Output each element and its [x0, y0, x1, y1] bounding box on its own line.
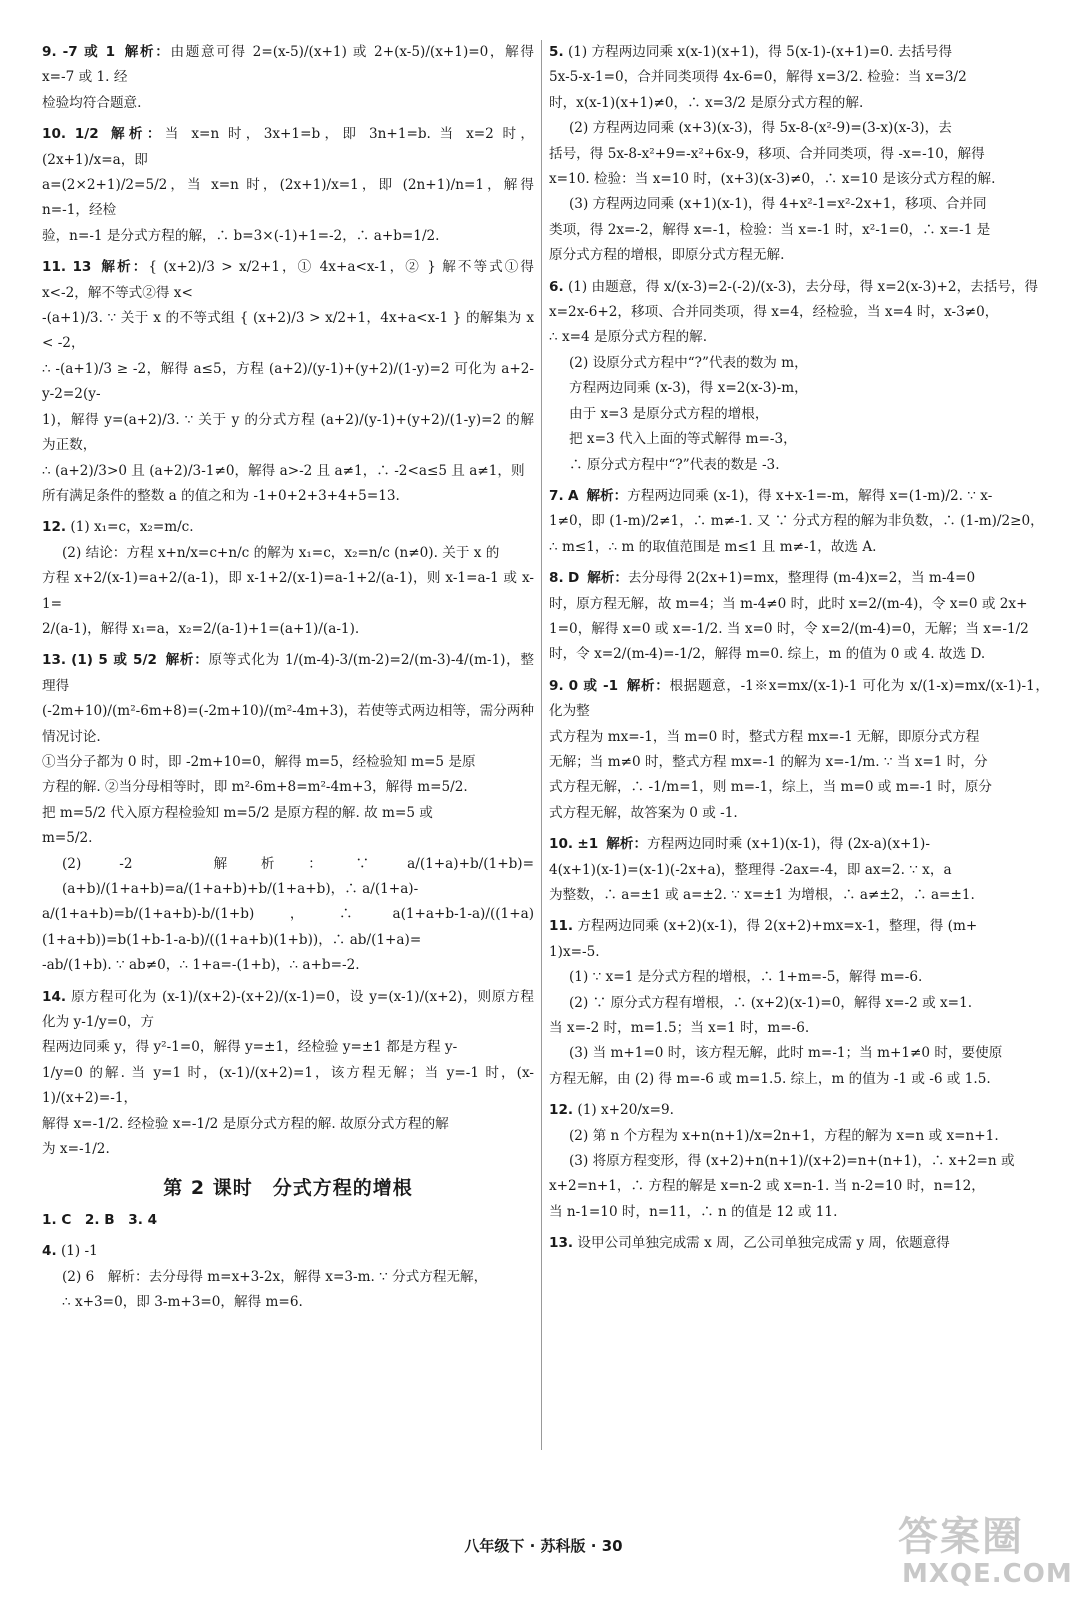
answer-r7: 7. A 解析：方程两边同乘 (x-1)，得 x+x-1=-m，解得 x=(1-m)/2. ∵ x- 1≠0，即 (1-m)/2≠1，∴ m≠-1. 又 ∵ 分式方程的解为非负数，∴ (1-m)/2≥0， ∴ m≤1，∴ m 的取值范围是 m≤1 且 m≠-1，故选 A.: [549, 487, 1044, 555]
answer-r5: 5. (1) 方程两边同乘 x(x-1)(x+1)，得 5(x-1)-(x+1)=0. 去括号得 5x-5-x-1=0，合并同类项得 4x-6=0，解得 x=3/2. 检验：当 x=3/2 时，x(x-1)(x+1)≠0，∴ x=3/2 是原分式方程的解. (2) 方程两边同乘 (x+3)(x-3)，得 5x-8-(x²-9)=(3-x)(x-3)，去 括号，得 5x-8-x²+9=-x²+6x-9，移项、合并同类项，得 -x=-10，解得 x=10. 检验：当 x=10 时，(x+3)(x-3)≠0，∴ x=10 是该分式方程的解. (3) 方程两边同乘 (x+1)(x-1)，得 4+x²-1=x²-2x+1，移项、合并同 类项，得 2x=-2，解得 x=-1，检验：当 x=-1 时，x²-1=0，∴ x=-1 是 原分式方程的增根，即原分式方程无解.: [549, 44, 996, 264]
answer-r8: 8. D 解析：去分母得 2(2x+1)=mx，整理得 (m-4)x=2，当 m-4=0 时，原方程无解，故 m=4；当 m-4≠0 时，此时 x=2/(m-4)，令 x=0 或 2x+ 1=0，解得 x=0 或 x=-1/2. 当 x=0 时，令 x=2/(m-4)=0，无解；当 x=-1/2 时，令 x=2/(m-4)=-1/2，解得 m=0. 综上，m 的值为 0 或 4. 故选 D.: [549, 570, 1029, 663]
short-answers-1-3: 1. C 2. B 3. 4: [42, 1211, 158, 1228]
section-title: 第 2 课时 分式方程的增根: [163, 1177, 413, 1200]
answer-10: 10. 1/2 解析：当 x=n 时，3x+1=b，即 3n+1=b. 当 x=2 时，(2x+1)/x=a，即 a=(2×2+1)/2=5/2，当 x=n 时，(2x+1)/x=1，即 (2n+1)/n=1，解得 n=-1，经检 验，n=-1 是分式方程的解，∴ b=3×(-1)+1=-2，∴ a+b=1/2.: [42, 126, 535, 244]
answer-r10: 10. ±1 解析：方程两边同时乘 (x+1)(x-1)，得 (2x-a)(x+1)- 4(x+1)(x-1)=(x-1)(-2x+a)，整理得 -2ax=-4，即 ax=2. ∵ x，a 为整数，∴ a=±1 或 a=±2. ∵ x=±1 为增根，∴ a≠±2，∴ a=±1.: [549, 836, 975, 903]
column-divider: [541, 40, 542, 1450]
answer-11: 11. 13 解析：{ (x+2)/3 > x/2+1，① 4x+a<x-1，② } 解不等式①得 x<-2，解不等式②得 x< -(a+1)/3. ∵ 关于 x 的不等式组 { (x+2)/3 > x/2+1，4x+a<x-1 } 的解集为 x < -2， ∴ -(a+1)/3 ≥ -2，解得 a≤5，方程 (a+2)/(y-1)+(y+2)/(1-y)=2 可化为 a+2-y-2=2(y- 1)，解得 y=(a+2)/3. ∵ 关于 y 的分式方程 (a+2)/(y-1)+(y+2)/(1-y)=2 的解为正数， ∴ (a+2)/3>0 且 (a+2)/3-1≠0，解得 a>-2 且 a≠1，∴ -2<a≤5 且 a≠1，则 所有满足条件的整数 a 的值之和为 -1+0+2+3+4+5=13.: [42, 259, 535, 504]
watermark-url: MXQE.COM: [902, 1559, 1073, 1589]
answer-9: 9. -7 或 1 解析：由题意可得 2=(x-5)/(x+1) 或 2+(x-5)/(x+1)=0，解得 x=-7 或 1. 经 检验均符合题意.: [42, 44, 534, 111]
answer-r9: 9. 0 或 -1 解析：根据题意，-1※x=mx/(x-1)-1 可化为 x/(1-x)=mx/(x-1)-1，化为整 式方程为 mx=-1，当 m=0 时，整式方程 mx=-1 无解，即原分式方程 无解；当 m≠0 时，整式方程 mx=-1 的解为 x=-1/m. ∵ 当 x=1 时，分 式方程无解，∴ -1/m=1，则 m=-1，综上，当 m=0 或 m=-1 时，原分 式方程无解，故答案为 0 或 -1.: [549, 677, 1050, 821]
watermark-text: 答案圈: [898, 1514, 1024, 1560]
answer-12: 12. (1) x₁=c，x₂=m/c. (2) 结论：方程 x+n/x=c+n/c 的解为 x₁=c，x₂=n/c (n≠0). 关于 x 的 方程 x+2/(x-1)=a+2/(a-1)，即 x-1+2/(x-1)=a-1+2/(a-1)，则 x-1=a-1 或 x-1= 2/(a-1)，解得 x₁=a，x₂=2/(a-1)+1=(a+1)/(a-1).: [42, 519, 534, 637]
answer-r12: 12. (1) x+20/x=9. (2) 第 n 个方程为 x+n(n+1)/x=2n+1，方程的解为 x=n 或 x=n+1. (3) 将原方程变形，得 (x+2)+n(n+1)/(x+2)=n+(n+1)，∴ x+2=n 或 x+2=n+1，∴ 方程的解是 x=n-2 或 x=n-1. 当 n-2=10 时，n=12， 当 n-1=10 时，n=11，∴ n 的值是 12 或 11.: [549, 1102, 1015, 1220]
answer-r11: 11. 方程两边同乘 (x+2)(x-1)，得 2(x+2)+mx=x-1，整理，得 (m+ 1)x=-5. (1) ∵ x=1 是分式方程的增根，∴ 1+m=-5，解得 m=-6. (2) ∵ 原分式方程有增根，∴ (x+2)(x-1)=0，解得 x=-2 或 x=1. 当 x=-2 时，m=1.5；当 x=1 时，m=-6. (3) 当 m+1=0 时，该方程无解，此时 m=-1；当 m+1≠0 时，要使原 方程无解，由 (2) 得 m=-6 或 m=1.5. 综上，m 的值为 -1 或 -6 或 1.5.: [549, 918, 1003, 1087]
answer-s4: 4. (1) -1 (2) 6 解析：去分母得 m=x+3-2x，解得 x=3-m. ∵ 分式方程无解， ∴ x+3=0，即 3-m+3=0，解得 m=6.: [42, 1243, 488, 1311]
answer-13: 13. (1) 5 或 5/2 解析：原等式化为 1/(m-4)-3/(m-2)=2/(m-3)-4/(m-1)，整理得 (-2m+10)/(m²-6m+8)=(-2m+10)/(m²-4m+3)，若使等式两边相等，需分两种情况讨论. ①当分子都为 0 时，即 -2m+10=0，解得 m=5，经检验知 m=5 是原 方程的解. ②当分母相等时，即 m²-6m+8=m²-4m+3，解得 m=5/2. 把 m=5/2 代入原方程检验知 m=5/2 是原方程的解. 故 m=5 或 m=5/2. (2) -2 解析：∵ a/(1+a)+b/(1+b)=(a+b)/(1+a+b)=a/(1+a+b)+b/(1+a+b)，∴ a/(1+a)- a/(1+a+b)=b/(1+a+b)-b/(1+b)，∴ a(1+a+b-1-a)/((1+a)(1+a+b))=b(1+b-1-a-b)/((1+a+b)(1+b))，∴ ab/(1+a)= -ab/(1+b). ∵ ab≠0，∴ 1+a=-(1+b)，∴ a+b=-2.: [42, 652, 535, 974]
answer-r13: 13. 设甲公司单独完成需 x 周，乙公司单独完成需 y 周，依题意得: [549, 1235, 950, 1252]
page-footer: 八年级下 · 苏科版 · 30: [464, 1537, 623, 1555]
watermark-logo: [898, 1505, 1078, 1597]
answer-14: 14. 原方程可化为 (x-1)/(x+2)-(x+2)/(x-1)=0，设 y=(x-1)/(x+2)，则原方程化为 y-1/y=0，方 程两边同乘 y，得 y²-1=0，解得 y=±1，经检验 y=±1 都是方程 y- 1/y=0 的解. 当 y=1 时，(x-1)/(x+2)=1，该方程无解；当 y=-1 时，(x-1)/(x+2)=-1， 解得 x=-1/2. 经检验 x=-1/2 是原分式方程的解. 故原分式方程的解 为 x=-1/2.: [42, 988, 534, 1158]
right-column: [549, 40, 1049, 1263]
answer-r6: 6. (1) 由题意，得 x/(x-3)=2-(-2)/(x-3)，去分母，得 x=2(x-3)+2，去括号，得 x=2x-6+2，移项、合并同类项，得 x=4，经检验，当 x=4 时，x-3≠0， ∴ x=4 是原分式方程的解. (2) 设原分式方程中“?”代表的数为 m， 方程两边同乘 (x-3)，得 x=2(x-3)-m， 由于 x=3 是原分式方程的增根， 把 x=3 代入上面的等式解得 m=-3， ∴ 原分式方程中“?”代表的数是 -3.: [549, 278, 1039, 473]
left-column: [42, 40, 534, 1322]
